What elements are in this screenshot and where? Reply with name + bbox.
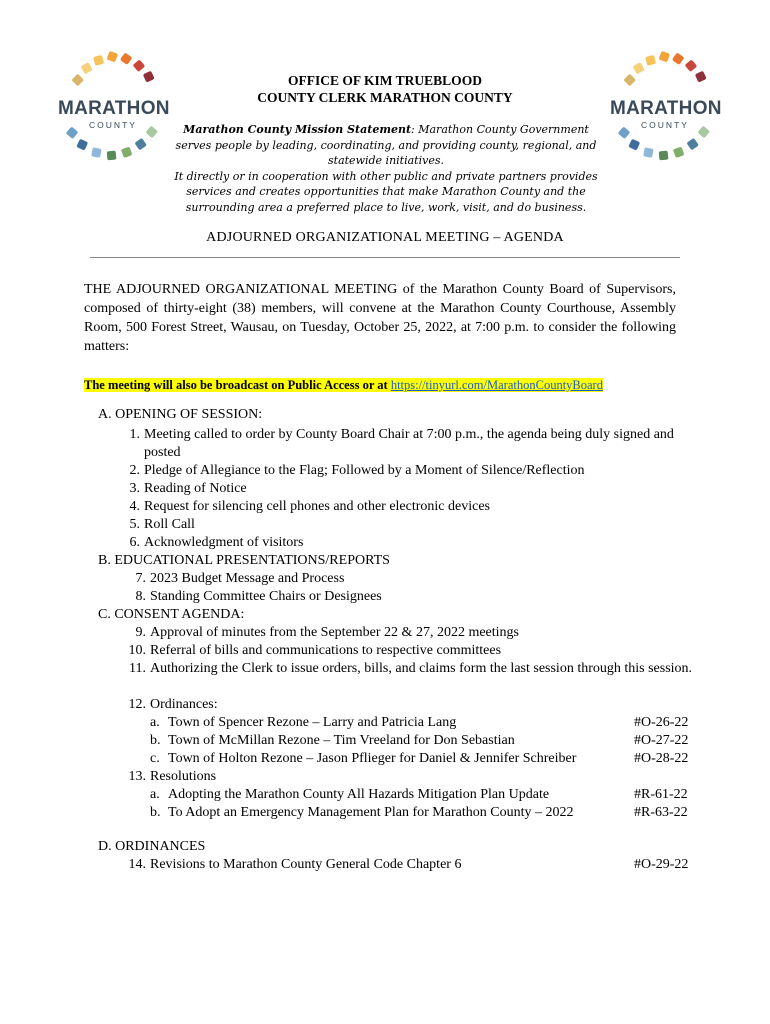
item-text: Town of McMillan Rezone – Tim Vreeland for Don Sebastian xyxy=(168,733,515,748)
logo-sub: COUNTY xyxy=(641,120,689,130)
broadcast-notice xyxy=(84,376,684,396)
office-line-2: COUNTY CLERK MARATHON COUNTY xyxy=(257,90,513,105)
logo-name: MARATHON xyxy=(610,98,722,119)
item-letter: b. xyxy=(150,733,161,748)
item-text: Standing Committee Chairs or Designees xyxy=(150,589,382,604)
item-text: Town of Spencer Rezone – Larry and Patricia Lang xyxy=(168,715,457,730)
ordinance-code: #O-27-22 xyxy=(634,733,689,748)
item-letter: a. xyxy=(150,715,160,730)
section-c-heading: C. CONSENT AGENDA: xyxy=(98,607,245,622)
item-text: Pledge of Allegiance to the Flag; Followed by a Moment of Silence/Reflection xyxy=(144,463,585,478)
ordinance-code: #O-29-22 xyxy=(634,857,689,872)
item-text: Ordinances: xyxy=(150,697,218,712)
item-number: 3. xyxy=(129,481,140,496)
section-d-heading: D. ORDINANCES xyxy=(98,839,206,854)
item-letter: a. xyxy=(150,787,160,802)
title-divider xyxy=(90,257,680,258)
item-number: 8. xyxy=(135,589,146,604)
item-text: Request for silencing cell phones and other electronic devices xyxy=(144,499,490,514)
logo-name: MARATHON xyxy=(58,98,170,119)
item-number: 5. xyxy=(129,517,140,532)
item-number: 6. xyxy=(129,535,140,550)
item-number: 1. xyxy=(129,427,140,442)
item-number: 9. xyxy=(135,625,146,640)
item-text: Adopting the Marathon County All Hazards Mitigation Plan Update xyxy=(168,787,550,802)
item-text: Revisions to Marathon County General Code Chapter 6 xyxy=(150,857,462,872)
item-text: Referral of bills and communications to respective committees xyxy=(150,643,502,658)
mission-text-1: : Marathon County Government serves people by leading, coordinating, and providing county, regional, and statewide initiatives. xyxy=(175,123,597,167)
section-b-heading: B. EDUCATIONAL PRESENTATIONS/REPORTS xyxy=(98,553,390,568)
intro-paragraph: THE ADJOURNED ORGANIZATIONAL MEETING of the Marathon County Board of Supervisors, composed of thirty-eight (38) members, will convene at the Marathon County Courthouse, Assembly Room, 500 Forest Street, Wausau, on Tuesday, October 25, 2022, at 7:00 p.m. to consider the following matters: xyxy=(84,282,676,354)
item-text: To Adopt an Emergency Management Plan for Marathon County – 2022 xyxy=(168,805,574,820)
mission-statement xyxy=(170,122,602,215)
resolution-code: #R-61-22 xyxy=(634,787,688,802)
resolution-code: #R-63-22 xyxy=(634,805,688,820)
item-text: Meeting called to order by County Board Chair at 7:00 p.m., the agenda being duly signed and posted xyxy=(144,427,674,460)
item-text: Town of Holton Rezone – Jason Pflieger for Daniel & Jennifer Schreiber xyxy=(168,751,577,766)
mission-text-2: It directly or in cooperation with other public and private partners provides services and creates opportunities that make Marathon County and the surrounding area a preferred place to live, work, visit, and do business. xyxy=(174,169,598,214)
item-letter: b. xyxy=(150,805,161,820)
broadcast-text: The meeting will also be broadcast on Public Access or at xyxy=(84,378,391,392)
item-number: 13. xyxy=(128,769,146,784)
item-text: Resolutions xyxy=(150,769,217,784)
item-number: 11. xyxy=(129,661,146,676)
item-text: Reading of Notice xyxy=(144,481,247,496)
item-number: 14. xyxy=(128,857,146,872)
ordinance-code: #O-26-22 xyxy=(634,715,689,730)
office-heading xyxy=(0,72,770,106)
item-number: 7. xyxy=(135,571,146,586)
section-a-heading: A. OPENING OF SESSION: xyxy=(98,407,263,422)
item-text: Roll Call xyxy=(144,517,195,532)
item-number: 4. xyxy=(129,499,140,514)
office-line-1: OFFICE OF KIM TRUEBLOOD xyxy=(288,73,482,88)
item-text: Authorizing the Clerk to issue orders, bills, and claims form the last session through this session. xyxy=(150,661,693,676)
item-letter: c. xyxy=(150,751,160,766)
item-number: 12. xyxy=(128,697,146,712)
item-text: 2023 Budget Message and Process xyxy=(150,571,345,586)
agenda-title: ADJOURNED ORGANIZATIONAL MEETING – AGENDA xyxy=(206,230,564,245)
logo-sub: COUNTY xyxy=(89,120,137,130)
item-number: 2. xyxy=(129,463,140,478)
item-text: Acknowledgment of visitors xyxy=(144,535,304,550)
ordinance-code: #O-28-22 xyxy=(634,751,689,766)
item-text: Approval of minutes from the September 22 & 27, 2022 meetings xyxy=(150,625,519,640)
mission-lead: Marathon County Mission Statement xyxy=(183,123,412,136)
item-number: 10. xyxy=(128,643,146,658)
broadcast-link[interactable]: https://tinyurl.com/MarathonCountyBoard xyxy=(390,378,603,392)
